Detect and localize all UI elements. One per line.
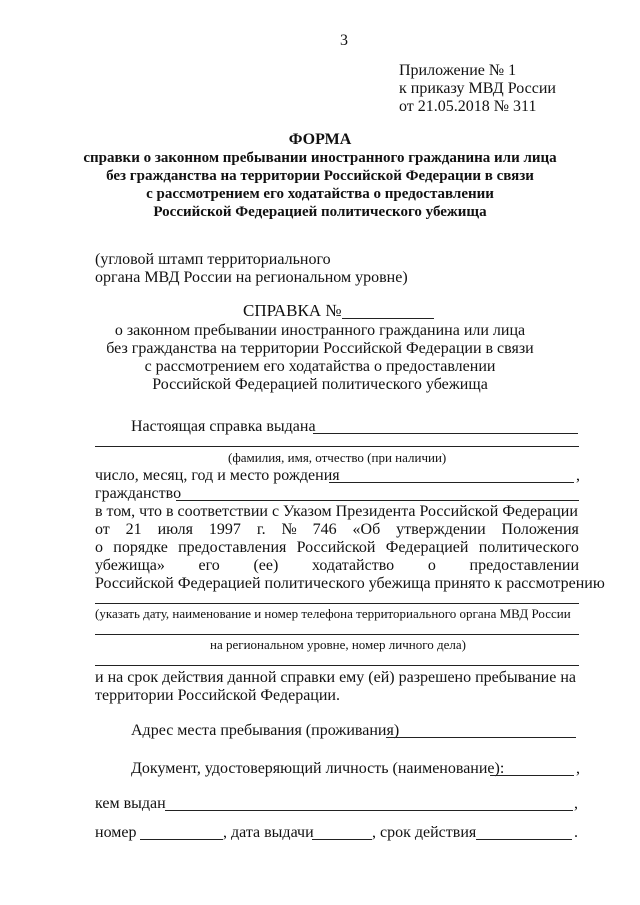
word: 21 <box>125 521 142 538</box>
authority-blank-1[interactable] <box>95 603 579 604</box>
stay-line <box>95 669 579 687</box>
issued-to-blank-2[interactable] <box>95 446 579 447</box>
word: от <box>95 521 110 538</box>
word: июля <box>157 521 194 538</box>
issued-by-label: кем выдан <box>95 795 166 812</box>
issued-by-comma: , <box>574 795 578 812</box>
certificate-subtitle-line: о законном пребывании иностранного гражданина или лица <box>114 322 526 339</box>
word: 746 <box>312 521 337 538</box>
word: о <box>95 539 103 556</box>
issued-by-blank[interactable] <box>165 810 573 811</box>
body-line <box>95 557 579 575</box>
body-line <box>95 503 579 521</box>
word: его <box>198 557 220 574</box>
certificate-heading: СПРАВКА № <box>243 301 342 320</box>
body-line <box>95 521 579 539</box>
citizenship-label: гражданство <box>95 485 182 502</box>
word: убежища» <box>95 557 165 574</box>
validity-label: , срок действия <box>372 824 477 841</box>
word: порядке <box>113 539 168 556</box>
authority-blank-3[interactable] <box>95 665 579 666</box>
validity-blank[interactable] <box>476 839 572 840</box>
issue-date-label: , дата выдачи <box>223 824 314 841</box>
appendix-line-1: Приложение № 1 <box>399 62 517 79</box>
form-title: ФОРМА <box>288 131 352 148</box>
address-blank[interactable] <box>386 737 576 738</box>
word: 1997 <box>208 521 241 538</box>
word: г. <box>256 521 266 538</box>
stay-line-text: и на срок действия данной справки ему (ей) разрешено пребывание на <box>95 669 577 686</box>
word: политического <box>478 539 579 556</box>
appendix-line-3: от 21.05.2018 № 311 <box>399 98 537 115</box>
body-line <box>95 539 579 557</box>
word: (ее) <box>253 557 279 574</box>
word: Положения <box>501 521 579 538</box>
number-label: номер <box>95 824 137 841</box>
document-blank[interactable] <box>490 775 574 776</box>
authority-hint-1: (указать дату, наименование и номер телефона территориального органа МВД России <box>95 606 571 621</box>
certificate-subtitle-line: Российской Федерацией политического убежища <box>152 376 488 393</box>
body-line-text: в том, что в соответствии с Указом Президента Российской Федерации <box>95 503 578 520</box>
word: предоставлении <box>469 557 579 574</box>
word: ходатайство <box>312 557 395 574</box>
birth-label: число, месяц, год и место рождения <box>95 467 340 484</box>
issued-to-label: Настоящая справка выдана <box>131 418 316 435</box>
word: «Об <box>352 521 381 538</box>
address-label: Адрес места пребывания (проживания) <box>131 722 400 739</box>
body-line-text: Российской Федерацией политического убежища принято к рассмотрению <box>95 575 605 592</box>
stay-line: территории Российской Федерации. <box>95 687 340 704</box>
form-subtitle-line: без гражданства на территории Российской Федерации в связи <box>106 168 534 184</box>
word: утверждении <box>396 521 486 538</box>
birth-comma: , <box>576 467 580 484</box>
appendix-line-2: к приказу МВД России <box>399 80 556 97</box>
document-label: Документ, удостоверяющий личность (наименование): <box>131 760 505 777</box>
stamp-line: (угловой штамп территориального <box>95 251 331 268</box>
certificate-subtitle-line: с рассмотрением его ходатайства о предоставлении <box>144 358 496 375</box>
word: о <box>427 557 436 574</box>
form-subtitle-line: с рассмотрением его ходатайства о предоставлении <box>146 186 494 202</box>
issued-to-blank[interactable] <box>313 433 578 434</box>
citizenship-blank[interactable] <box>176 500 579 501</box>
document-comma: , <box>576 760 580 777</box>
authority-hint-2: на региональном уровне, номер личного дела) <box>210 637 466 652</box>
form-subtitle-line: Российской Федерацией политического убежища <box>153 204 487 220</box>
word: № <box>281 521 297 538</box>
stamp-line: органа МВД России на региональном уровне) <box>95 269 408 286</box>
body-line <box>95 575 605 593</box>
fio-hint: (фамилия, имя, отчество (при наличии) <box>228 450 447 465</box>
authority-blank-2[interactable] <box>95 634 579 635</box>
word: предоставления <box>178 539 287 556</box>
word: Российской <box>296 539 376 556</box>
certificate-number-blank[interactable] <box>342 318 434 319</box>
certificate-subtitle-line: без гражданства на территории Российской Федерации в связи <box>106 340 534 357</box>
form-subtitle-line: справки о законном пребывании иностранного гражданина или лица <box>83 150 557 166</box>
page-number: 3 <box>340 32 348 49</box>
birth-blank[interactable] <box>329 482 574 483</box>
issue-date-blank[interactable] <box>312 839 372 840</box>
validity-period: . <box>574 824 578 841</box>
number-blank[interactable] <box>140 839 223 840</box>
word: Федерацией <box>385 539 469 556</box>
